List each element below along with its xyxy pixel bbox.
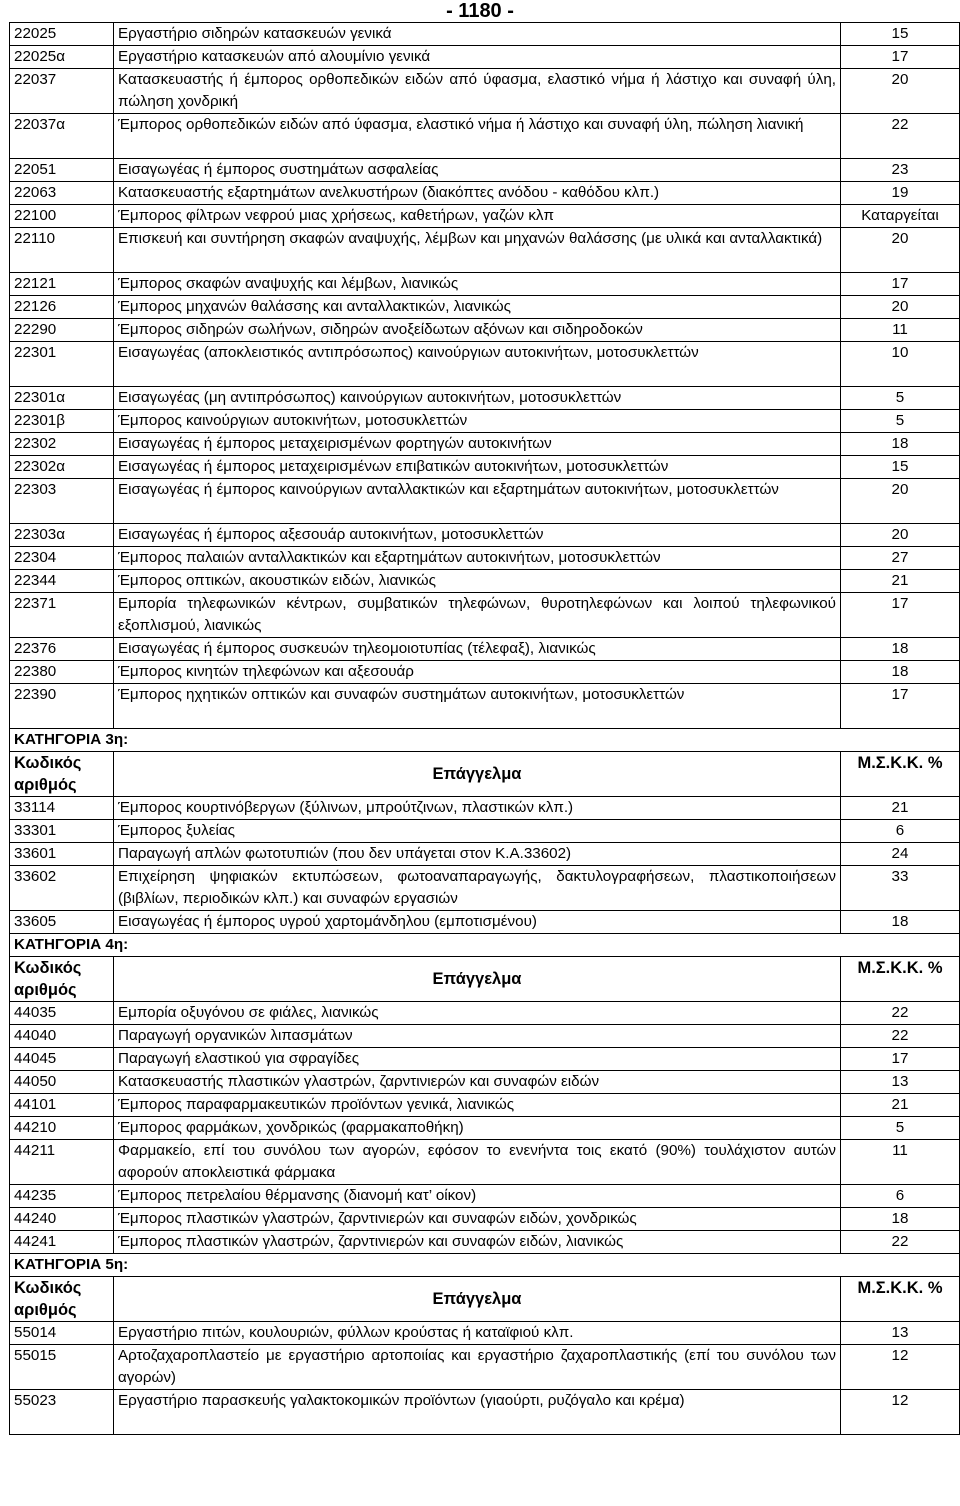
profession-description: Έμπορος παραφαρμακευτικών προϊόντων γενικά, λιανικώς — [114, 1094, 841, 1117]
profession-description: Εργαστήριο κατασκευών από αλουμίνιο γενικά — [114, 46, 841, 69]
profession-description: Κατασκευαστής πλαστικών γλαστρών, ζαρντινιερών και συναφών ειδών — [114, 1071, 841, 1094]
profit-rate: 21 — [841, 570, 960, 593]
profit-rate: 21 — [841, 1094, 960, 1117]
profession-description: Εισαγωγέας ή έμπορος υγρού χαρτομάνδηλου (εμποτισμένου) — [114, 911, 841, 934]
table-body — [10, 23, 960, 1435]
profit-rate: 21 — [841, 797, 960, 820]
profession-description: Έμπορος φίλτρων νεφρού μιας χρήσεως, καθετήρων, γαζών κλπ — [114, 205, 841, 228]
profession-code: 22371 — [10, 593, 114, 638]
profession-code: 22302 — [10, 433, 114, 456]
profession-description: Έμπορος σιδηρών σωλήνων, σιδηρών ανοξείδωτων αξόνων και σιδηροδοκών — [114, 319, 841, 342]
profession-description: Έμπορος οπτικών, ακουστικών ειδών, λιανικώς — [114, 570, 841, 593]
table-row — [10, 296, 960, 319]
profit-rate: 17 — [841, 1048, 960, 1071]
profession-description: Παραγωγή οργανικών λιπασμάτων — [114, 1025, 841, 1048]
profit-rate: 13 — [841, 1071, 960, 1094]
profit-rate: 6 — [841, 1185, 960, 1208]
column-header-row — [10, 1277, 960, 1322]
category-row — [10, 1254, 960, 1277]
profession-description: Επισκευή και συντήρηση σκαφών αναψυχής, λέμβων και μηχανών θαλάσσης (με υλικά και ανταλλακτικά) — [114, 228, 841, 273]
profession-description: Παραγωγή ελαστικού για σφραγίδες — [114, 1048, 841, 1071]
table-row — [10, 1185, 960, 1208]
profession-description: Έμπορος κινητών τηλεφώνων και αξεσουάρ — [114, 661, 841, 684]
category-title: ΚΑΤΗΓΟΡΙΑ 4η: — [10, 934, 960, 957]
table-row — [10, 228, 960, 273]
profession-description: Εμπορία οξυγόνου σε φιάλες, λιανικώς — [114, 1002, 841, 1025]
column-header-profession: Επάγγελμα — [114, 957, 841, 1002]
profit-rate: 20 — [841, 479, 960, 524]
table-row — [10, 1390, 960, 1435]
profit-rate: 18 — [841, 1208, 960, 1231]
profession-code: 22126 — [10, 296, 114, 319]
table-row — [10, 547, 960, 570]
table-row — [10, 1322, 960, 1345]
profession-code: 33114 — [10, 797, 114, 820]
table-row — [10, 638, 960, 661]
profit-rate: 22 — [841, 1231, 960, 1254]
profession-description: Έμπορος μηχανών θαλάσσης και ανταλλακτικών, λιανικώς — [114, 296, 841, 319]
profit-rate: Καταργείται — [841, 205, 960, 228]
table-row — [10, 205, 960, 228]
table-row — [10, 684, 960, 729]
table-row — [10, 843, 960, 866]
profession-code: 33605 — [10, 911, 114, 934]
column-header-code: Κωδικός αριθμός — [10, 1277, 114, 1322]
table-row — [10, 410, 960, 433]
table-row — [10, 159, 960, 182]
profession-description: Έμπορος φαρμάκων, χονδρικώς (φαρμακαποθήκη) — [114, 1117, 841, 1140]
profit-rate: 18 — [841, 638, 960, 661]
profession-code: 22376 — [10, 638, 114, 661]
table-row — [10, 114, 960, 159]
profession-description: Παραγωγή απλών φωτοτυπιών (που δεν υπάγεται στον Κ.Α.33602) — [114, 843, 841, 866]
table-row — [10, 911, 960, 934]
profession-code: 22025α — [10, 46, 114, 69]
column-header-code: Κωδικός αριθμός — [10, 957, 114, 1002]
profession-code: 22303 — [10, 479, 114, 524]
table-row — [10, 570, 960, 593]
profession-code: 22063 — [10, 182, 114, 205]
profit-rate: 12 — [841, 1390, 960, 1435]
profession-description: Έμπορος σκαφών αναψυχής και λέμβων, λιανικώς — [114, 273, 841, 296]
table-row — [10, 456, 960, 479]
table-row — [10, 433, 960, 456]
column-header-rate: Μ.Σ.Κ.Κ. % — [841, 957, 960, 1002]
profession-code: 44040 — [10, 1025, 114, 1048]
profit-rate: 23 — [841, 159, 960, 182]
table-row — [10, 1345, 960, 1390]
profession-description: Έμπορος καινούργιων αυτοκινήτων, μοτοσυκλεττών — [114, 410, 841, 433]
table-row — [10, 1025, 960, 1048]
profession-description: Εργαστήριο σιδηρών κατασκευών γενικά — [114, 23, 841, 46]
profession-code: 33301 — [10, 820, 114, 843]
profit-rate: 5 — [841, 1117, 960, 1140]
column-header-row — [10, 752, 960, 797]
profession-code: 22025 — [10, 23, 114, 46]
profession-code: 44210 — [10, 1117, 114, 1140]
profession-code: 44050 — [10, 1071, 114, 1094]
profession-description: Εισαγωγέας ή έμπορος συστημάτων ασφαλείας — [114, 159, 841, 182]
profession-code: 55014 — [10, 1322, 114, 1345]
table-row — [10, 273, 960, 296]
profession-description: Εισαγωγέας (μη αντιπρόσωπος) καινούργιων αυτοκινήτων, μοτοσυκλεττών — [114, 387, 841, 410]
profession-code: 22121 — [10, 273, 114, 296]
profession-description: Εργαστήριο πιτών, κουλουριών, φύλλων κρούστας ή καταϊφιού κλπ. — [114, 1322, 841, 1345]
profession-code: 22302α — [10, 456, 114, 479]
profit-rate: 6 — [841, 820, 960, 843]
profession-description: Εισαγωγέας ή έμπορος μεταχειρισμένων φορτηγών αυτοκινήτων — [114, 433, 841, 456]
profession-description: Έμπορος ηχητικών οπτικών και συναφών συστημάτων αυτοκινήτων, μοτοσυκλεττών — [114, 684, 841, 729]
column-header-profession: Επάγγελμα — [114, 752, 841, 797]
profession-code: 22301β — [10, 410, 114, 433]
column-header-rate: Μ.Σ.Κ.Κ. % — [841, 1277, 960, 1322]
profit-rate: 19 — [841, 182, 960, 205]
profession-code: 44045 — [10, 1048, 114, 1071]
profession-description: Εισαγωγέας ή έμπορος μεταχειρισμένων επιβατικών αυτοκινήτων, μοτοσυκλεττών — [114, 456, 841, 479]
table-row — [10, 1094, 960, 1117]
table-row — [10, 46, 960, 69]
profession-code: 22037 — [10, 69, 114, 114]
profession-code: 33602 — [10, 866, 114, 911]
profit-rate: 20 — [841, 524, 960, 547]
profit-rate: 15 — [841, 23, 960, 46]
table-row — [10, 387, 960, 410]
column-header-code: Κωδικός αριθμός — [10, 752, 114, 797]
profession-code: 22301α — [10, 387, 114, 410]
profit-rate: 17 — [841, 46, 960, 69]
profit-rate: 20 — [841, 69, 960, 114]
table-row — [10, 661, 960, 684]
profession-code: 44241 — [10, 1231, 114, 1254]
profession-description: Κατασκευαστής ή έμπορος ορθοπεδικών ειδών από ύφασμα, ελαστικό νήμα ή λάστιχο και συναφή ύλη, πώληση χονδρική — [114, 69, 841, 114]
profit-rate: 11 — [841, 319, 960, 342]
profit-rate: 13 — [841, 1322, 960, 1345]
profession-code: 55015 — [10, 1345, 114, 1390]
table-row — [10, 69, 960, 114]
profit-rate: 5 — [841, 410, 960, 433]
profession-code: 33601 — [10, 843, 114, 866]
column-header-profession: Επάγγελμα — [114, 1277, 841, 1322]
profit-rate: 20 — [841, 296, 960, 319]
category-title: ΚΑΤΗΓΟΡΙΑ 5η: — [10, 1254, 960, 1277]
profession-code: 44211 — [10, 1140, 114, 1185]
table-row — [10, 797, 960, 820]
table-row — [10, 524, 960, 547]
profession-code: 22380 — [10, 661, 114, 684]
profession-description: Αρτοζαχαροπλαστείο με εργαστήριο αρτοποιίας και εργαστήριο ζαχαροπλαστικής (επί του συνόλου των αγορών) — [114, 1345, 841, 1390]
profit-rate: 18 — [841, 911, 960, 934]
profession-description: Έμπορος κουρτινόβεργων (ξύλινων, μπρούτζινων, πλαστικών κλπ.) — [114, 797, 841, 820]
profession-description: Έμπορος πετρελαίου θέρμανσης (διανομή κατ’ οίκον) — [114, 1185, 841, 1208]
profession-code: 22344 — [10, 570, 114, 593]
profession-code: 22100 — [10, 205, 114, 228]
profit-rate: 17 — [841, 273, 960, 296]
profession-code: 22037α — [10, 114, 114, 159]
profession-description: Εισαγωγέας ή έμπορος καινούργιων ανταλλακτικών και εξαρτημάτων αυτοκινήτων, μοτοσυκλεττών — [114, 479, 841, 524]
profession-description: Κατασκευαστής εξαρτημάτων ανελκυστήρων (διακόπτες ανόδου - καθόδου κλπ.) — [114, 182, 841, 205]
profession-description: Έμπορος παλαιών ανταλλακτικών και εξαρτημάτων αυτοκινήτων, μοτοσυκλεττών — [114, 547, 841, 570]
profit-rate: 17 — [841, 684, 960, 729]
table-row — [10, 820, 960, 843]
profession-code: 22303α — [10, 524, 114, 547]
profit-rate: 15 — [841, 456, 960, 479]
table-row — [10, 1117, 960, 1140]
profession-code: 22290 — [10, 319, 114, 342]
profession-description: Φαρμακείο, επί του συνόλου των αγορών, εφόσον το ενενήντα τοις εκατό (90%) τουλάχιστον αυτών αφορούν αποκλειστικά φάρμακα — [114, 1140, 841, 1185]
table-row — [10, 1002, 960, 1025]
profession-code: 44235 — [10, 1185, 114, 1208]
profit-rate: 20 — [841, 228, 960, 273]
profit-rate: 33 — [841, 866, 960, 911]
profession-description: Επιχείρηση ψηφιακών εκτυπώσεων, φωτοαναπαραγωγής, δακτυλογραφήσεων, πλαστικοποιήσεων (βιβλίων, περιοδικών κλπ.) και συναφών εργασιών — [114, 866, 841, 911]
profit-rate: 27 — [841, 547, 960, 570]
profession-code: 55023 — [10, 1390, 114, 1435]
profit-rate: 22 — [841, 114, 960, 159]
table-row — [10, 1048, 960, 1071]
table-row — [10, 182, 960, 205]
profession-description: Εισαγωγέας ή έμπορος αξεσουάρ αυτοκινήτων, μοτοσυκλεττών — [114, 524, 841, 547]
page-number: - 1180 - — [446, 0, 514, 22]
table-row — [10, 1071, 960, 1094]
profit-rate: 17 — [841, 593, 960, 638]
profession-description: Εισαγωγέας (αποκλειστικός αντιπρόσωπος) καινούργιων αυτοκινήτων, μοτοσυκλεττών — [114, 342, 841, 387]
profession-description: Έμπορος ξυλείας — [114, 820, 841, 843]
profession-description: Εισαγωγέας ή έμπορος συσκευών τηλεομοιοτυπίας (τέλεφαξ), λιανικώς — [114, 638, 841, 661]
profit-rate: 22 — [841, 1025, 960, 1048]
profession-description: Έμπορος πλαστικών γλαστρών, ζαρντινιερών και συναφών ειδών, χονδρικώς — [114, 1208, 841, 1231]
table-row — [10, 23, 960, 46]
category-title: ΚΑΤΗΓΟΡΙΑ 3η: — [10, 729, 960, 752]
category-row — [10, 729, 960, 752]
table-row — [10, 1140, 960, 1185]
column-header-row — [10, 957, 960, 1002]
table-row — [10, 342, 960, 387]
table-row — [10, 319, 960, 342]
profession-code: 22304 — [10, 547, 114, 570]
profit-rate: 11 — [841, 1140, 960, 1185]
profession-description: Εργαστήριο παρασκευής γαλακτοκομικών προϊόντων (γιαούρτι, ρυζόγαλο και κρέμα) — [114, 1390, 841, 1435]
profit-rate: 24 — [841, 843, 960, 866]
column-header-rate: Μ.Σ.Κ.Κ. % — [841, 752, 960, 797]
table-row — [10, 593, 960, 638]
profit-rate: 22 — [841, 1002, 960, 1025]
profit-rate: 5 — [841, 387, 960, 410]
profession-description: Έμπορος πλαστικών γλαστρών, ζαρντινιερών και συναφών ειδών, λιανικώς — [114, 1231, 841, 1254]
table-row — [10, 1208, 960, 1231]
profession-code: 22301 — [10, 342, 114, 387]
profession-code: 22110 — [10, 228, 114, 273]
profit-rate: 18 — [841, 433, 960, 456]
profit-rate: 12 — [841, 1345, 960, 1390]
table-row — [10, 1231, 960, 1254]
profit-rate: 10 — [841, 342, 960, 387]
profession-description: Έμπορος ορθοπεδικών ειδών από ύφασμα, ελαστικό νήμα ή λάστιχο και συναφή ύλη, πώληση λιανική — [114, 114, 841, 159]
profession-code: 22051 — [10, 159, 114, 182]
profession-code: 44101 — [10, 1094, 114, 1117]
profession-description: Εμπορία τηλεφωνικών κέντρων, συμβατικών τηλεφώνων, θυροτηλεφώνων και λοιπού τηλεφωνικού εξοπλισμού, λιανικώς — [114, 593, 841, 638]
profit-rate: 18 — [841, 661, 960, 684]
category-row — [10, 934, 960, 957]
table-row — [10, 866, 960, 911]
profession-code: 44240 — [10, 1208, 114, 1231]
profession-rates-table — [9, 22, 960, 1435]
table-row — [10, 479, 960, 524]
profession-code: 44035 — [10, 1002, 114, 1025]
profession-code: 22390 — [10, 684, 114, 729]
